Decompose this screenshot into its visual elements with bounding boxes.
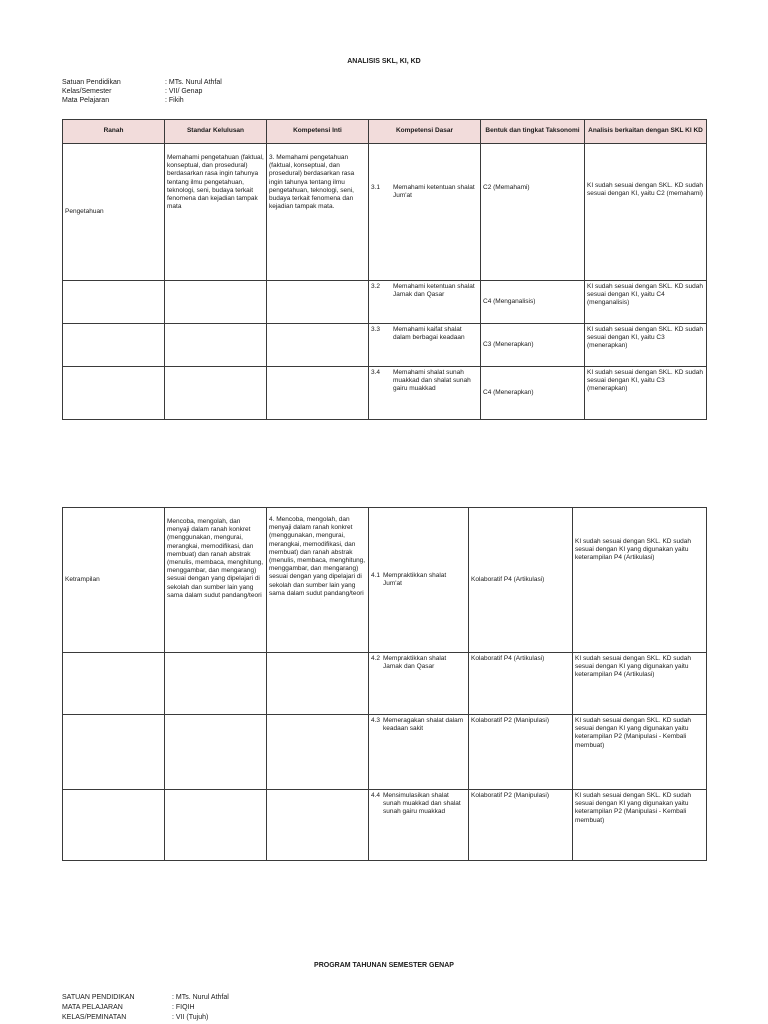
analysis-cell: KI sudah sesuai dengan SKL. KD sudah sesuai dengan KI, yaitu C3 (menerapkan) [585,324,707,367]
meta-label: Mata Pelajaran [62,97,110,104]
kd-cell [369,281,481,324]
program-title: PROGRAM TAHUNAN SEMESTER GENAP [314,962,454,969]
table-header-row [63,120,707,144]
meta-label: MATA PELAJARAN [62,1004,123,1011]
meta-value: : MTs. Nurul Athfal [172,994,229,1001]
ki-cell: 4. Mencoba, mengolah, dan menyaji dalam ranah konkret (menggunakan, mengurai, merangkai, memodifikasi, dan membuat) dan ranah abstrak (menulis, membaca, menghitung, menggambar, dan mengarang) sesuai dengan yang dipelajari di sekolah dan sumber lain yang sama dalam sudut pandang/teori [267,508,369,653]
analysis-cell: KI sudah sesuai dengan SKL. KD sudah sesuai dengan KI yang digunakan yaitu keterampilan P4 (Artikulasi) [573,508,707,653]
meta-value: : VII/ Genap [165,88,203,95]
ranah-cell: Ketrampilan [63,508,165,653]
taxonomy-cell: Kolaboratif P2 (Manipulasi) [469,715,573,790]
kd-text: Mempraktikkan shalat Jamak dan Qasar [383,655,447,671]
kd-cell [369,367,481,420]
kd-number: 3.1 [371,184,381,191]
meta-label: KELAS/PEMINATAN [62,1014,127,1021]
header-standar-kelulusan: Standar Kelulusan [165,120,267,144]
kd-text: Mempraktikkan shalat Jum'at [383,571,447,587]
table-row [63,324,707,367]
kd-text: Memeragakan shalat dalam keadaan sakit [383,717,464,733]
ranah-cell: Pengetahuan [63,144,165,281]
kd-text: Memahami ketentuan shalat Jum'at [393,184,475,200]
analysis-cell: KI sudah sesuai dengan SKL. KD sudah sesuai dengan KI yang digunakan yaitu keterampilan P4 (Artikulasi) [573,653,707,715]
meta-value: : FIQIH [172,1004,195,1011]
identity-block [62,78,362,108]
taxonomy-cell: C3 (Menerapkan) [481,324,585,367]
table-row [63,367,707,420]
taxonomy-cell: C4 (Menganalisis) [481,281,585,324]
kd-cell [369,653,469,715]
kd-cell [369,508,469,653]
table-row [63,144,707,281]
header-analisis: Analisis berkaitan dengan SKL KI KD [585,120,707,144]
meta-label: Satuan Pendidikan [62,79,121,86]
kd-text: Mensimulasikan shalat sunah muakkad dan shalat sunah gairu muakkad [383,792,461,816]
program-identity-block [62,993,362,1023]
kd-number: 3.2 [371,283,381,290]
meta-value: : VII (Tujuh) [172,1014,209,1021]
table-row [63,715,707,790]
taxonomy-cell: Kolaboratif P4 (Artikulasi) [469,508,573,653]
analysis-cell: KI sudah sesuai dengan SKL. KD sudah sesuai dengan KI yang digunakan yaitu keterampilan P2 (Manipulasi - Kembali membuat) [573,715,707,790]
taxonomy-cell: Kolaboratif P4 (Artikulasi) [469,653,573,715]
analysis-table-ketrampilan [62,507,707,861]
kd-text: Memahami shalat sunah muakkad dan shalat sunah gairu muakkad [393,369,471,393]
analysis-table-pengetahuan [62,119,707,420]
header-kompetensi-dasar: Kompetensi Dasar [369,120,481,144]
meta-value: : MTs. Nurul Athfal [165,79,222,86]
kd-number: 3.3 [371,326,381,333]
kd-text: Memahami kaifat shalat dalam berbagai keadaan [393,326,465,342]
document-title: ANALISIS SKL, KI, KD [347,58,421,65]
kd-cell [369,715,469,790]
skl-cell: Memahami pengetahuan (faktual, konseptual, dan prosedural) berdasarkan rasa ingin tahunya tentang ilmu pengetahuan, teknologi, seni, budaya terkait fenomena dan kejadian tampak mata [165,144,267,281]
taxonomy-cell: Kolaboratif P2 (Manipulasi) [469,790,573,861]
kd-number: 4.4 [371,792,381,799]
analysis-cell: KI sudah sesuai dengan SKL. KD sudah sesuai dengan KI, yaitu C3 (menerapkan) [585,367,707,420]
taxonomy-cell: C4 (Menerapkan) [481,367,585,420]
meta-value: : Fikih [165,97,184,104]
header-taksonomi: Bentuk dan tingkat Taksonomi [481,120,585,144]
analysis-cell: KI sudah sesuai dengan SKL. KD sudah sesuai dengan KI, yaitu C2 (memahami) [585,144,707,281]
meta-label: Kelas/Semester [62,88,112,95]
table-row [63,653,707,715]
kd-cell [369,790,469,861]
table-row [63,508,707,653]
kd-cell [369,144,481,281]
skl-cell: Mencoba, mengolah, dan menyaji dalam ranah konkret (menggunakan, mengurai, merangkai, memodifikasi, dan membuat) dan ranah abstrak (menulis, membaca, menghitung, menggambar, dan mengarang) sesuai dengan yang dipelajari di sekolah dan sumber lain yang sama dalam sudut pandang/teori [165,508,267,653]
kd-number: 4.2 [371,655,381,662]
kd-number: 4.3 [371,717,381,724]
kd-cell [369,324,481,367]
kd-number: 4.1 [371,571,381,579]
table-row [63,281,707,324]
taxonomy-cell: C2 (Memahami) [481,144,585,281]
kd-number: 3.4 [371,369,381,376]
kd-text: Memahami ketentuan shalat Jamak dan Qasar [393,283,475,299]
analysis-cell: KI sudah sesuai dengan SKL. KD sudah sesuai dengan KI, yaitu C4 (menganalisis) [585,281,707,324]
header-ranah: Ranah [63,120,165,144]
meta-label: SATUAN PENDIDIKAN [62,994,135,1001]
analysis-cell: KI sudah sesuai dengan SKL. KD sudah sesuai dengan KI yang digunakan yaitu keterampilan P2 (Manipulasi - Kembali membuat) [573,790,707,861]
ki-cell: 3. Memahami pengetahuan (faktual, konseptual, dan prosedural) berdasarkan rasa ingin tahunya tentang ilmu pengetahuan, teknologi, seni, budaya terkait fenomena dan kejadian tampak mata. [267,144,369,281]
table-row [63,790,707,861]
header-kompetensi-inti: Kompetensi Inti [267,120,369,144]
